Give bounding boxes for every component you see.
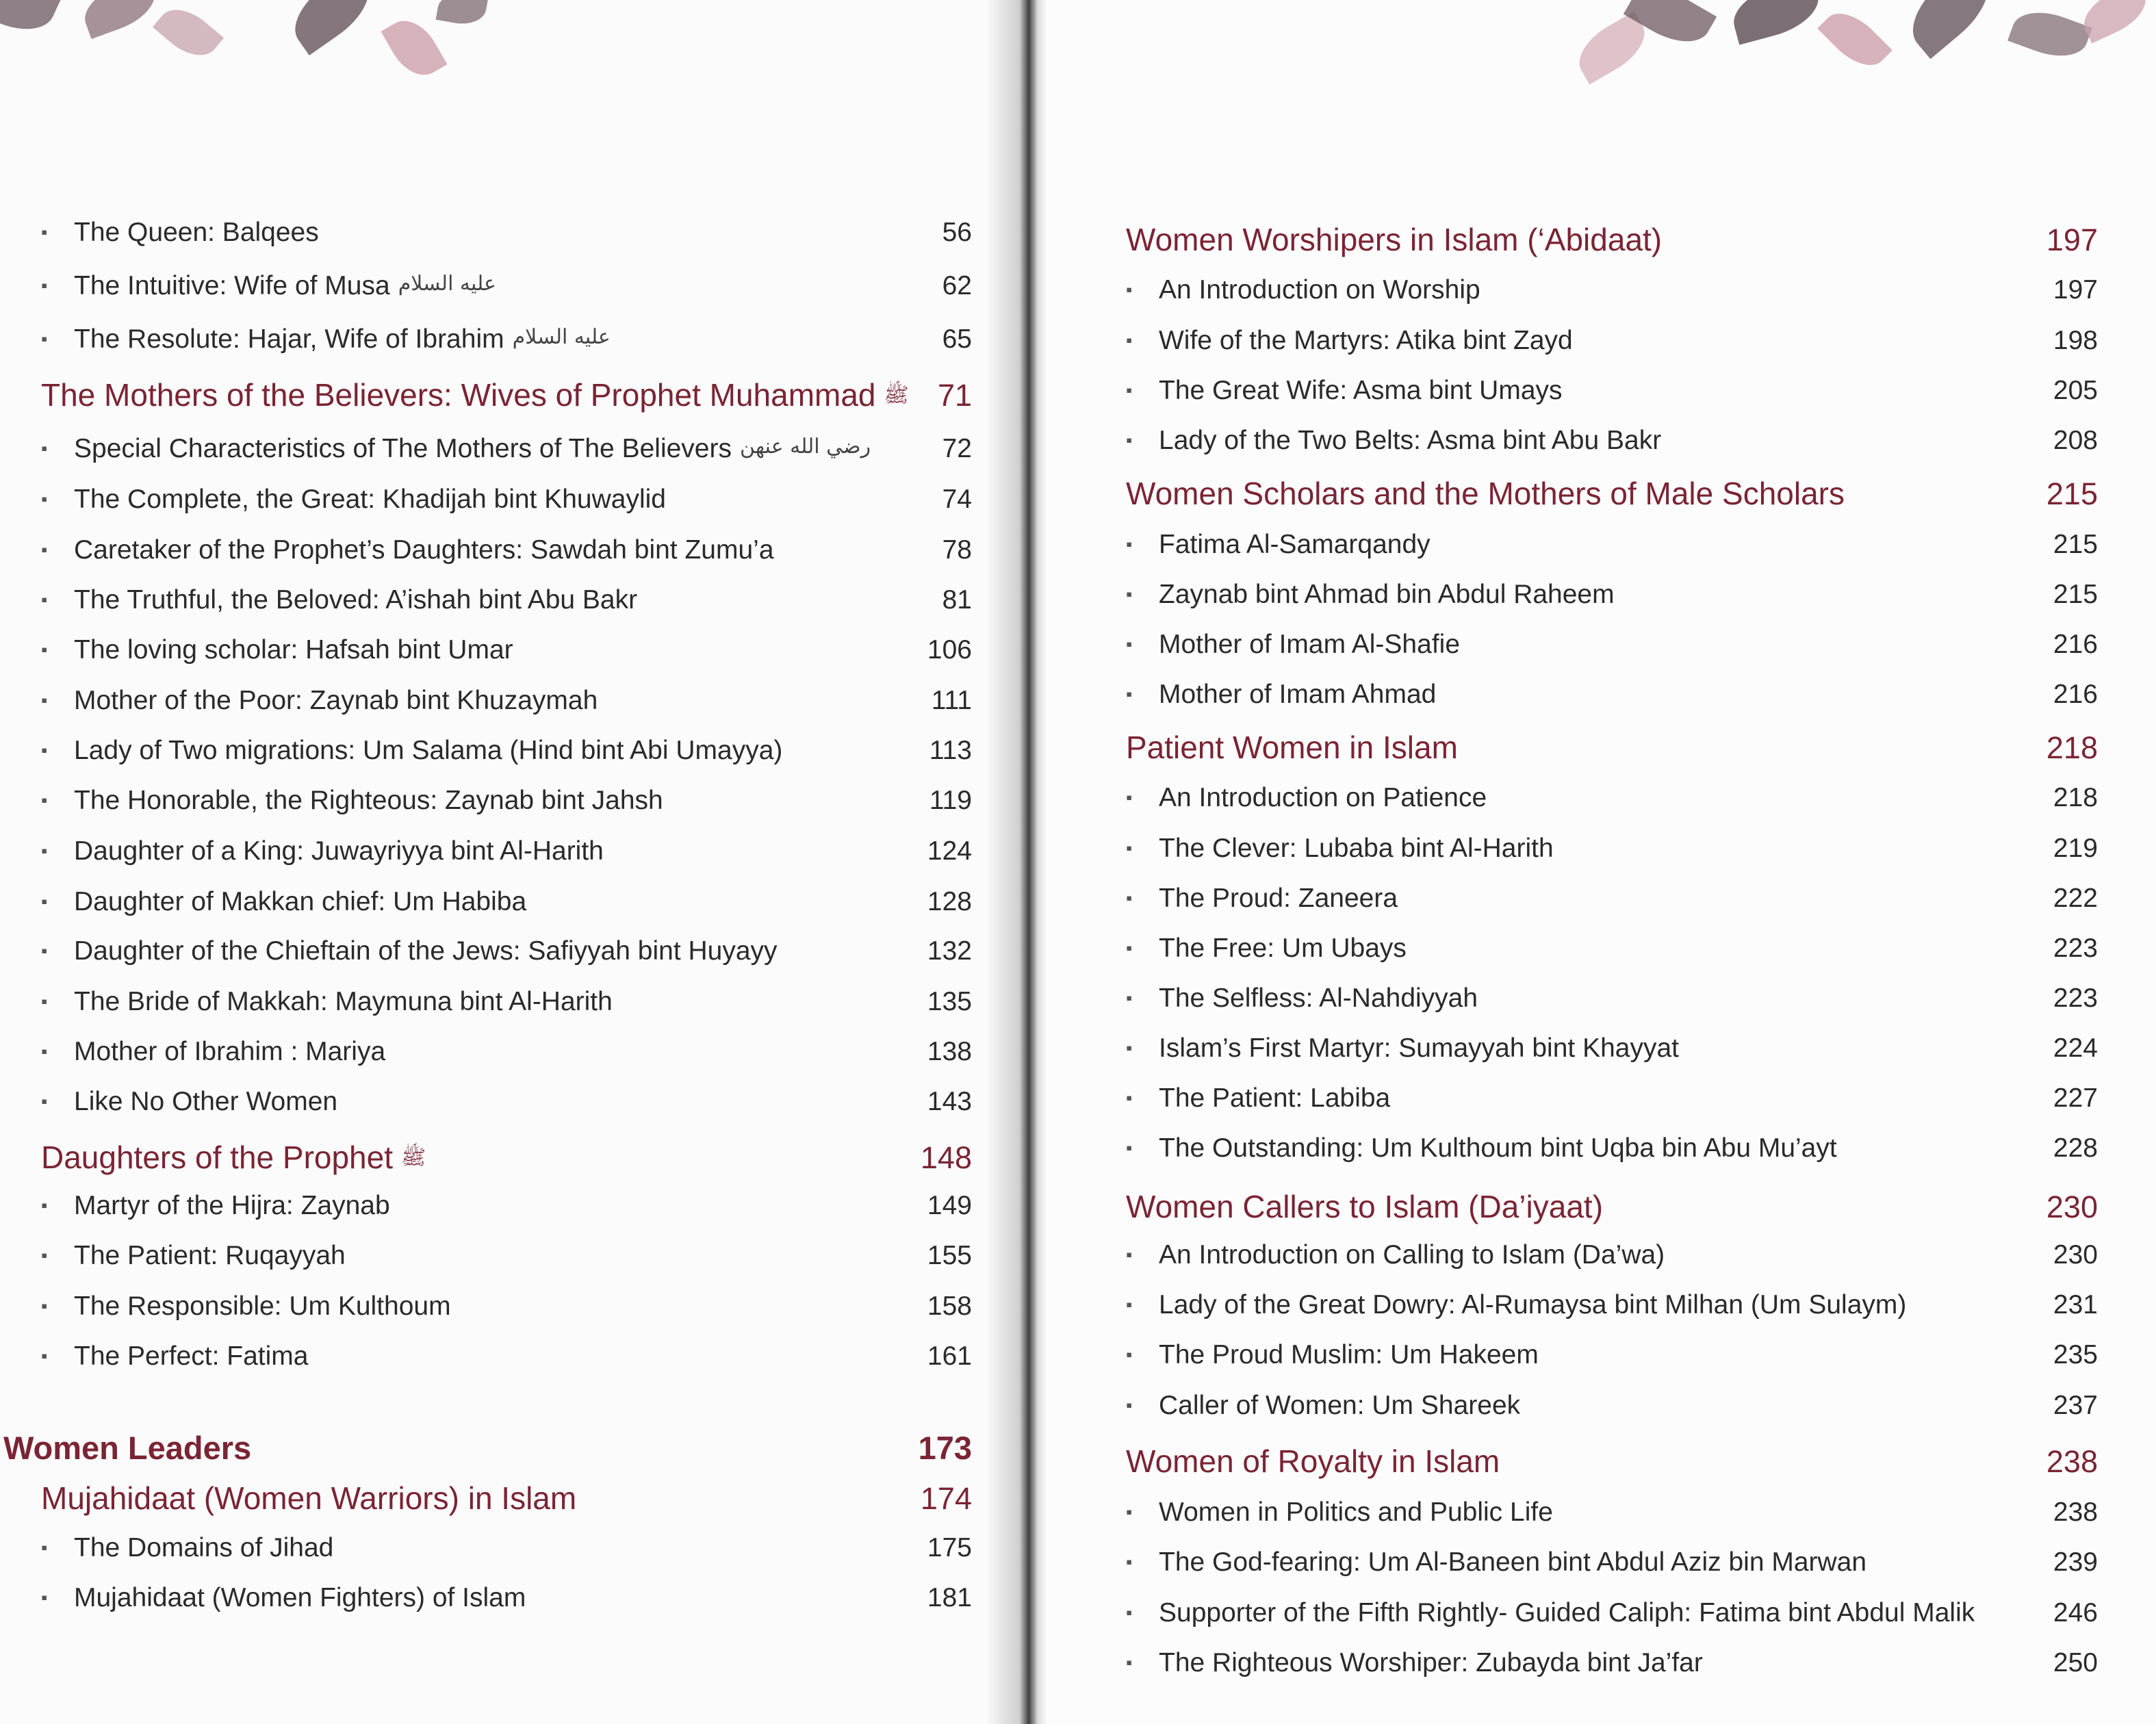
toc-page-number: 198: [2053, 326, 2098, 355]
toc-item-row: [41, 324, 972, 355]
toc-item-row: [41, 635, 972, 665]
bullet-icon: ▪: [1126, 1395, 1133, 1415]
toc-entry-title: The Truthful, the Beloved: A’ishah bint Abu Bakr: [74, 585, 638, 615]
toc-page-number: 230: [2053, 1240, 2098, 1270]
toc-entry-title-group: [1126, 1083, 1390, 1114]
toc-entry-title-group: [1126, 1497, 1553, 1528]
bullet-icon: ▪: [41, 940, 48, 961]
toc-page-number: 181: [927, 1583, 972, 1612]
toc-page-number: 143: [927, 1087, 972, 1116]
toc-entry-title: The Queen: Balqees: [74, 218, 319, 247]
toc-entry-title-group: [1126, 783, 1487, 813]
toc-item-row: [41, 786, 972, 816]
toc-entry-title: Mother of Imam Al-Shafie: [1159, 630, 1461, 659]
toc-entry-title-group: [1126, 1547, 1866, 1578]
toc-page-number: 215: [2053, 580, 2098, 609]
bullet-icon: ▪: [41, 1245, 48, 1265]
toc-entry-title: The Righteous Worshiper: Zubayda bint Ja’far: [1159, 1648, 1703, 1677]
toc-item-row: [1126, 1598, 2098, 1628]
toc-entry-title-group: [1126, 530, 1430, 560]
toc-entry-title: Daughter of a King: Juwayriyya bint Al-Harith: [74, 836, 604, 866]
toc-page-number: 218: [2053, 783, 2098, 812]
toc-entry-title: Patient Women in Islam: [1126, 730, 1458, 765]
toc-item-row: [41, 1533, 972, 1563]
toc-entry-title: Daughter of the Chieftain of the Jews: Safiyyah bint Huyayy: [74, 936, 778, 966]
toc-entry-title: Fatima Al-Samarqandy: [1159, 530, 1430, 559]
bullet-icon: ▪: [41, 740, 48, 760]
toc-entry-title: The Great Wife: Asma bint Umays: [1159, 376, 1563, 405]
toc-entry-title-group: [1126, 1391, 1520, 1421]
toc-entry-title-group: [1126, 1240, 1665, 1270]
toc-entry-title-group: [1126, 1188, 1603, 1225]
bullet-icon: ▪: [1126, 1602, 1133, 1623]
toc-entry-title: An Introduction on Worship: [1159, 275, 1480, 305]
toc-entry-title: Women in Politics and Public Life: [1159, 1497, 1553, 1527]
toc-page-number: 224: [2053, 1033, 2098, 1063]
toc-entry-title: The Complete, the Great: Khadijah bint Khuwaylid: [74, 485, 666, 514]
toc-section-row: [1126, 1443, 2098, 1480]
toc-page-number: 65: [942, 324, 972, 354]
toc-page-number: 128: [927, 887, 972, 916]
toc-entry-title: Lady of the Great Dowry: Al-Rumaysa bint Milhan (Um Sulaym): [1159, 1290, 1907, 1320]
toc-entry-title-group: [41, 376, 909, 416]
toc-item-row: [1126, 1391, 2098, 1421]
bullet-icon: ▪: [1126, 1244, 1133, 1265]
toc-item-row: [1126, 580, 2098, 610]
toc-entry-title-group: [1126, 729, 1458, 766]
toc-entry-title: Caller of Women: Um Shareek: [1159, 1391, 1521, 1420]
toc-entry-title-group: [41, 324, 611, 355]
toc-entry-title: Lady of Two migrations: Um Salama (Hind bint Abi Umayya): [74, 736, 783, 765]
toc-entry-title-group: [41, 1291, 451, 1322]
toc-item-row: [1126, 783, 2098, 813]
toc-entry-title: The God-fearing: Um Al-Baneen bint Abdul Aziz bin Marwan: [1159, 1547, 1867, 1577]
toc-item-row: [41, 1241, 972, 1271]
toc-page-number: 216: [2053, 680, 2098, 709]
toc-item-row: [41, 485, 972, 515]
toc-item-row: [1126, 630, 2098, 660]
toc-entry-title: Women Worshipers in Islam (‘Abidaat): [1126, 222, 1663, 257]
honorific-glyph-icon: ﷺ: [884, 383, 909, 407]
toc-entry-title: The Free: Um Ubays: [1159, 934, 1407, 963]
toc-page-number: 218: [2046, 730, 2098, 765]
toc-entry-title-group: [1126, 1033, 1679, 1064]
toc-item-row: [1126, 1240, 2098, 1270]
bullet-icon: ▪: [41, 329, 48, 349]
toc-item-row: [41, 218, 972, 248]
bullet-icon: ▪: [41, 275, 48, 296]
toc-item-row: [1126, 1083, 2098, 1114]
toc-page-number: 72: [942, 434, 972, 463]
toc-entry-title: The Proud Muslim: Um Hakeem: [1159, 1340, 1539, 1369]
toc-entry-title-group: [1126, 1133, 1837, 1163]
bullet-icon: ▪: [41, 1296, 48, 1316]
toc-page-number: 246: [2053, 1598, 2098, 1627]
toc-item-row: [1126, 326, 2098, 356]
bullet-icon: ▪: [1126, 1137, 1133, 1158]
toc-entry-title-group: [1126, 1598, 1975, 1628]
toc-entry-title-group: [41, 635, 513, 665]
toc-item-row: [1126, 530, 2098, 560]
toc-entry-title-group: [3, 1429, 251, 1467]
toc-entry-title: The Clever: Lubaba bint Al-Harith: [1159, 834, 1554, 863]
toc-entry-title-group: [41, 1480, 576, 1517]
toc-page-number: 135: [927, 987, 972, 1016]
toc-entry-title-group: [1126, 630, 1460, 660]
toc-entry-title-group: [1126, 326, 1573, 356]
honorific-glyph-icon: رضي الله عنهن: [739, 435, 871, 459]
toc-item-row: [41, 1583, 972, 1613]
toc-entry-title-group: [1126, 475, 1845, 512]
toc-item-row: [41, 585, 972, 615]
toc-page-number: 219: [2053, 834, 2098, 863]
bullet-icon: ▪: [1126, 430, 1133, 450]
bullet-icon: ▪: [1126, 1652, 1133, 1673]
toc-item-row: [41, 887, 972, 917]
toc-page-number: 205: [2053, 376, 2098, 405]
toc-page-number: 148: [920, 1140, 972, 1175]
toc-page-number: 119: [929, 786, 972, 815]
toc-page-number: 237: [2053, 1391, 2098, 1420]
toc-entry-title: Women of Royalty in Islam: [1126, 1443, 1500, 1479]
toc-entry-title-group: [1126, 834, 1554, 864]
bullet-icon: ▪: [41, 840, 48, 861]
toc-entry-title: Women Leaders: [3, 1430, 252, 1466]
toc-page-number: 239: [2053, 1547, 2098, 1577]
toc-entry-title-group: [41, 786, 663, 816]
toc-page-number: 208: [2053, 426, 2098, 455]
toc-entry-title: Mother of Imam Ahmad: [1159, 680, 1437, 709]
bullet-icon: ▪: [41, 589, 48, 610]
bullet-icon: ▪: [1126, 787, 1133, 808]
bullet-icon: ▪: [1126, 988, 1133, 1008]
toc-entry-title-group: [41, 1533, 333, 1563]
toc-entry-title-group: [41, 1341, 308, 1372]
toc-section-row: [1126, 1188, 2098, 1225]
toc-entry-title-group: [41, 836, 604, 866]
toc-page-number: 149: [927, 1191, 972, 1220]
toc-entry-title-group: [41, 987, 613, 1017]
toc-item-row: [41, 1191, 972, 1221]
toc-page-number: 216: [2053, 630, 2098, 659]
toc-item-row: [1126, 376, 2098, 406]
toc-entry-title: The Proud: Zaneera: [1159, 884, 1398, 913]
toc-entry-title-group: [1126, 580, 1615, 610]
left-page: [0, 0, 1013, 1724]
bullet-icon: ▪: [1126, 1344, 1133, 1365]
toc-page-number: 197: [2046, 222, 2098, 257]
toc-page-number: 238: [2053, 1497, 2098, 1527]
toc-item-row: [41, 736, 972, 766]
toc-page-number: 231: [2053, 1290, 2098, 1320]
toc-section-row: [1126, 221, 2098, 258]
toc-item-row: [41, 936, 972, 966]
bullet-icon: ▪: [41, 222, 48, 242]
book-gutter: [986, 0, 1047, 1724]
toc-section-row: [1126, 475, 2098, 512]
toc-page-number: 124: [927, 836, 972, 866]
toc-item-row: [1126, 1033, 2098, 1064]
toc-item-row: [41, 1087, 972, 1117]
toc-entry-title-group: [1126, 1340, 1539, 1370]
toc-entry-title: The Perfect: Fatima: [74, 1341, 309, 1371]
toc-entry-title-group: [41, 585, 637, 615]
toc-entry-title: Special Characteristics of The Mothers of The Believers: [74, 434, 732, 463]
honorific-glyph-icon: عليه السلام: [398, 272, 496, 296]
toc-item-row: [41, 836, 972, 866]
toc-item-row: [41, 686, 972, 716]
right-page: [1013, 0, 2156, 1724]
toc-item-row: [1126, 1290, 2098, 1320]
bullet-icon: ▪: [41, 790, 48, 810]
toc-page-number: 56: [942, 218, 972, 247]
toc-page-number: 158: [927, 1291, 972, 1321]
toc-page-number: 222: [2053, 884, 2098, 913]
toc-entry-title: Women Scholars and the Mothers of Male Scholars: [1126, 476, 1845, 511]
toc-item-row: [41, 1341, 972, 1372]
toc-entry-title: An Introduction on Patience: [1159, 783, 1487, 812]
toc-item-row: [1126, 1497, 2098, 1528]
honorific-glyph-icon: ﷺ: [401, 1146, 426, 1170]
bullet-icon: ▪: [1126, 279, 1133, 300]
toc-entry-title: The Selfless: Al-Nahdiyyah: [1159, 983, 1478, 1013]
bullet-icon: ▪: [1126, 838, 1133, 858]
toc-entry-title: Daughters of the Prophet: [41, 1140, 393, 1175]
bullet-icon: ▪: [1126, 1552, 1133, 1572]
toc-entry-title-group: [1126, 680, 1436, 710]
toc-item-row: [1126, 934, 2098, 964]
toc-page-number: 223: [2053, 983, 2098, 1013]
toc-entry-title-group: [1126, 426, 1661, 456]
toc-page-number: 81: [942, 585, 972, 615]
toc-page-number: 250: [2053, 1648, 2098, 1677]
toc-item-row: [1126, 1340, 2098, 1370]
bullet-icon: ▪: [1126, 1294, 1133, 1315]
toc-page-number: 173: [918, 1430, 972, 1466]
bullet-icon: ▪: [1126, 684, 1133, 704]
toc-entry-title: Mother of Ibrahim : Mariya: [74, 1037, 386, 1066]
toc-page-number: 223: [2053, 934, 2098, 963]
toc-entry-title-group: [1126, 884, 1398, 914]
toc-entry-title-group: [1126, 934, 1407, 964]
toc-page-number: 106: [927, 635, 972, 665]
toc-item-row: [1126, 1547, 2098, 1578]
toc-page-number: 175: [927, 1533, 972, 1562]
bullet-icon: ▪: [41, 1587, 48, 1608]
toc-entry-title: Mujahidaat (Women Fighters) of Islam: [74, 1583, 526, 1612]
toc-entry-title: Women Callers to Islam (Da’iyaat): [1126, 1189, 1604, 1224]
toc-item-row: [41, 434, 972, 464]
toc-item-row: [1126, 983, 2098, 1014]
toc-page-number: 238: [2046, 1444, 2098, 1479]
toc-entry-title: The Patient: Ruqayyah: [74, 1241, 346, 1270]
toc-entry-title: Supporter of the Fifth Rightly- Guided Caliph: Fatima bint Abdul Malik: [1159, 1598, 1975, 1627]
toc-entry-title-group: [41, 1241, 346, 1271]
toc-page-number: 138: [927, 1037, 972, 1066]
bullet-icon: ▪: [1126, 634, 1133, 654]
bullet-icon: ▪: [41, 639, 48, 660]
toc-entry-title-group: [1126, 983, 1478, 1014]
toc-entry-title-group: [41, 1191, 390, 1221]
toc-entry-title-group: [41, 218, 319, 248]
toc-entry-title-group: [41, 686, 598, 716]
toc-entry-title: The Bride of Makkah: Maymuna bint Al-Harith: [74, 987, 613, 1016]
toc-entry-title-group: [1126, 1443, 1500, 1480]
toc-entry-title-group: [41, 434, 871, 464]
toc-entry-title: The Domains of Jihad: [74, 1533, 334, 1562]
bullet-icon: ▪: [1126, 584, 1133, 604]
toc-item-row: [41, 271, 972, 301]
toc-section-row: [41, 1139, 972, 1179]
toc-page-number: 215: [2046, 476, 2098, 511]
toc-entry-title-group: [41, 1087, 337, 1117]
toc-entry-title: Martyr of the Hijra: Zaynab: [74, 1191, 390, 1220]
bullet-icon: ▪: [41, 1346, 48, 1366]
toc-page-number: 228: [2053, 1133, 2098, 1163]
bullet-icon: ▪: [41, 891, 48, 912]
toc-entry-title-group: [1126, 221, 1662, 258]
toc-entry-title-group: [41, 535, 774, 565]
bullet-icon: ▪: [1126, 1038, 1133, 1058]
bullet-icon: ▪: [1126, 938, 1133, 958]
toc-entry-title-group: [41, 887, 526, 917]
toc-page-number: 174: [920, 1481, 972, 1516]
bullet-icon: ▪: [41, 1091, 48, 1111]
toc-item-row: [41, 1037, 972, 1067]
toc-entry-title: Wife of the Martyrs: Atika bint Zayd: [1159, 326, 1573, 355]
toc-item-row: [1126, 426, 2098, 456]
toc-item-row: [41, 1291, 972, 1322]
toc-entry-title: Mujahidaat (Women Warriors) in Islam: [41, 1480, 577, 1516]
toc-item-row: [1126, 680, 2098, 710]
toc-entry-title: Zaynab bint Ahmad bin Abdul Raheem: [1159, 580, 1615, 609]
toc-page-number: 78: [942, 535, 972, 565]
toc-part-row: [3, 1429, 972, 1467]
bullet-icon: ▪: [41, 991, 48, 1012]
bullet-icon: ▪: [1126, 1088, 1133, 1108]
toc-entry-title: Caretaker of the Prophet’s Daughters: Sawdah bint Zumu’a: [74, 535, 774, 565]
toc-page-number: 235: [2053, 1340, 2098, 1369]
toc-item-row: [41, 535, 972, 565]
bullet-icon: ▪: [41, 539, 48, 560]
toc-section-row: [41, 376, 972, 416]
toc-entry-title: An Introduction on Calling to Islam (Da’wa): [1159, 1240, 1665, 1270]
toc-page-number: 197: [2053, 275, 2098, 305]
bullet-icon: ▪: [41, 690, 48, 710]
toc-entry-title: Like No Other Women: [74, 1087, 338, 1116]
toc-entry-title: The Patient: Labiba: [1159, 1083, 1391, 1113]
toc-page-number: 113: [929, 736, 972, 765]
toc-section-row: [41, 1480, 972, 1517]
toc-page-number: 62: [942, 271, 972, 300]
toc-entry-title: The Intuitive: Wife of Musa: [74, 271, 390, 300]
toc-entry-title-group: [1126, 376, 1563, 406]
toc-item-row: [1126, 275, 2098, 305]
toc-section-row: [1126, 729, 2098, 766]
toc-entry-title: The Resolute: Hajar, Wife of Ibrahim: [74, 324, 504, 354]
toc-entry-title-group: [1126, 1648, 1703, 1678]
toc-entry-title: The loving scholar: Hafsah bint Umar: [74, 635, 513, 665]
toc-entry-title-group: [1126, 275, 1480, 305]
bullet-icon: ▪: [41, 1041, 48, 1062]
toc-item-row: [1126, 884, 2098, 914]
toc-item-row: [41, 987, 972, 1017]
toc-entry-title-group: [41, 1583, 526, 1613]
toc-entry-title: The Mothers of the Believers: Wives of Prophet Muhammad: [41, 377, 876, 413]
toc-entry-title-group: [41, 271, 496, 301]
toc-entry-title: Daughter of Makkan chief: Um Habiba: [74, 887, 527, 916]
toc-entry-title: Lady of the Two Belts: Asma bint Abu Bakr: [1159, 426, 1662, 455]
toc-page-number: 215: [2053, 530, 2098, 559]
honorific-glyph-icon: عليه السلام: [512, 325, 611, 349]
toc-page-number: 155: [927, 1241, 972, 1270]
toc-entry-title-group: [1126, 1290, 1906, 1320]
bullet-icon: ▪: [41, 489, 48, 509]
toc-item-row: [1126, 834, 2098, 864]
toc-page-number: 161: [927, 1341, 972, 1371]
toc-entry-title: The Outstanding: Um Kulthoum bint Uqba bin Abu Mu’ayt: [1159, 1133, 1837, 1163]
toc-item-row: [1126, 1648, 2098, 1678]
toc-page-number: 227: [2053, 1083, 2098, 1113]
toc-page-number: 230: [2046, 1189, 2098, 1224]
bullet-icon: ▪: [1126, 534, 1133, 554]
bullet-icon: ▪: [41, 438, 48, 459]
bullet-icon: ▪: [41, 1537, 48, 1558]
toc-entry-title-group: [41, 936, 778, 966]
bullet-icon: ▪: [1126, 888, 1133, 908]
toc-item-row: [1126, 1133, 2098, 1163]
toc-entry-title: The Responsible: Um Kulthoum: [74, 1291, 451, 1321]
toc-entry-title: Mother of the Poor: Zaynab bint Khuzaymah: [74, 686, 598, 715]
toc-entry-title: The Honorable, the Righteous: Zaynab bint Jahsh: [74, 786, 663, 815]
toc-entry-title-group: [41, 1139, 426, 1179]
toc-entry-title-group: [41, 1037, 385, 1067]
bullet-icon: ▪: [1126, 1502, 1133, 1522]
toc-entry-title: Islam’s First Martyr: Sumayyah bint Khayyat: [1159, 1033, 1680, 1063]
bullet-icon: ▪: [1126, 380, 1133, 400]
toc-entry-title-group: [41, 485, 666, 515]
toc-page-number: 71: [937, 378, 972, 413]
toc-page-number: 132: [927, 936, 972, 966]
toc-entry-title-group: [41, 736, 782, 766]
bullet-icon: ▪: [1126, 330, 1133, 350]
bullet-icon: ▪: [41, 1195, 48, 1215]
toc-page-number: 74: [942, 485, 972, 514]
toc-page-number: 111: [931, 686, 972, 715]
